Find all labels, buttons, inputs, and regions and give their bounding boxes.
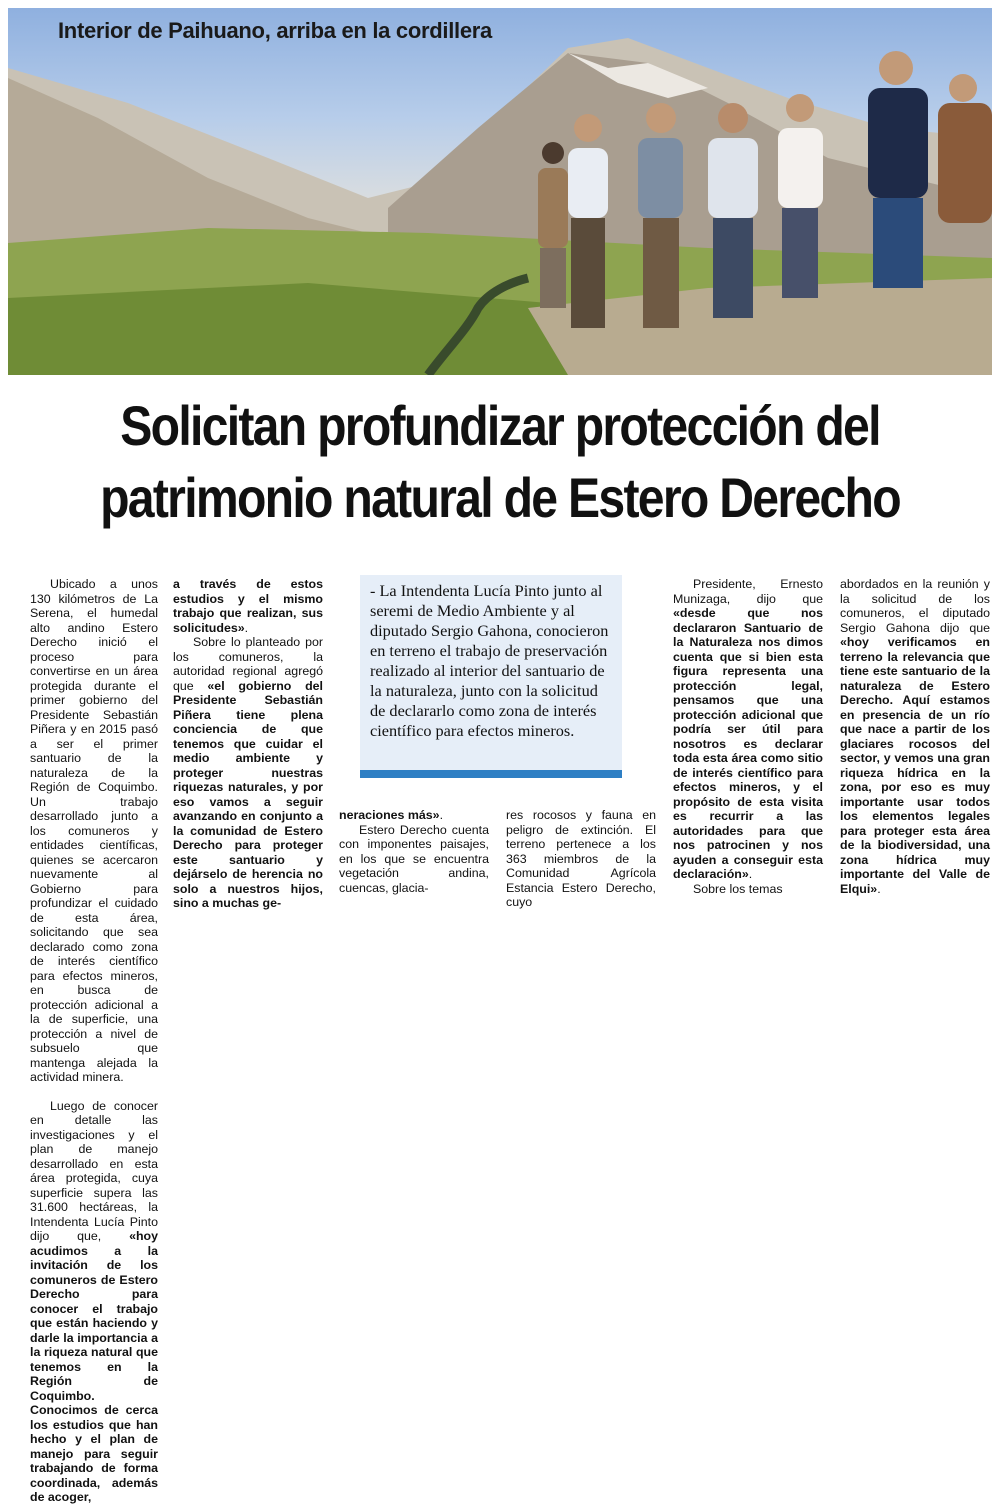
col3-p1-quote: neraciones más»	[339, 808, 440, 822]
col5-paragraph-1	[673, 577, 823, 882]
article-photo	[8, 8, 992, 375]
col6-p1-end: .	[877, 881, 881, 896]
article-column-6	[840, 577, 990, 896]
lead-summary-text: - La Intendenta Lucía Pinto junto al seremi de Medio Ambiente y al diputado Sergio Gahona, conocieron en terreno el trabajo de preservación realizado al interior del santuario de la naturaleza, junto con la solicitud de declararlo como zona de interés científico para efectos mineros.	[370, 581, 609, 740]
col6-paragraph-1	[840, 577, 990, 896]
col1-p2-quote: «hoy acudimos a la invitación de los comuneros de Estero Derecho para conocer el trabajo que están haciendo y darle la importancia a la riqueza natural que tenemos en la Región de Coquimbo. Conocimos de cerca los estudios que han hecho y el plan de manejo para seguir trabajando de forma coordinada, además de acoger,	[30, 1229, 158, 1504]
mountain-photo-icon	[8, 8, 992, 375]
headline-line-1: Solicitan profundizar protección del	[120, 394, 880, 457]
article-column-3	[339, 808, 489, 895]
col2-p2-quote: «el gobierno del Presidente Sebastián Piñera tiene plena conciencia de que tenemos que cuidar el medio ambiente y proteger nuestras riquezas naturales, y por eso vamos a seguir avanzando en conjunto a la comunidad de Estero Derecho para proteger este santuario y dejárselo de herencia no solo a nuestros hijos, sino a muchas ge-	[173, 678, 323, 910]
col5-paragraph-2: Sobre los temas	[693, 881, 783, 896]
col2-p2-text: Sobre lo planteado por los comuneros, la autoridad regional agregó que	[173, 635, 323, 693]
article-column-2	[173, 577, 323, 911]
headline-line-2: patrimonio natural de Estero Derecho	[100, 466, 900, 529]
col2-p1-end: .	[244, 620, 249, 635]
col2-paragraph-2	[173, 635, 323, 911]
photo-caption: Interior de Paihuano, arriba en la cordillera	[58, 18, 492, 43]
col6-p1-quote: «hoy verificamos en terreno la relevancia que tiene este santuario de la naturaleza de Estero Derecho. Aquí estamos en presencia de un río que nace a partir de los glaciares rocosos del sector, y vemos una gran riqueza hídrica en la zona, por eso es muy importante usar todos los elementos legales para proteger esta área de la biodiversidad, una zona hídrica muy importante del Valle de Elqui»	[840, 635, 990, 896]
col1-paragraph-1: Ubicado a unos 130 kilómetros de La Serena, el humedal alto andino Estero Derecho inició el proceso para convertirse en un área protegida durante el primer gobierno del Presidente Sebastián Piñera y en 2015 pasó a ser el primer santuario de la naturaleza de la Región de Coquimbo. Un trabajo desarrollado junto a los comuneros y entidades científicas, quienes se acercaron nuevamente al Gobierno para profundizar el cuidado de esta área, solicitando que sea declarado como zona de interés científico para efectos mineros, en busca de protección adicional a la de superficie, una protección a nivel de subsuelo que mantenga alejada la actividad minera.	[30, 577, 158, 1084]
col2-paragraph-1	[173, 577, 323, 635]
col4-paragraph-1: res rocosos y fauna en peligro de extinción. El terreno pertenece a los 363 miembros de la Comunidad Agrícola Estancia Estero Derecho, cuyo	[506, 808, 656, 909]
article-headline	[70, 390, 930, 534]
col1-paragraph-2	[30, 1099, 158, 1505]
col6-p1-text: abordados en la reunión y la solicitud de los comuneros, el diputado Sergio Gahona dijo que	[840, 577, 990, 635]
col5-p1-end: .	[748, 867, 753, 881]
col5-p1-quote: «desde que nos declararon Santuario de la Naturaleza nos dimos cuenta que si bien esta figura representa una protección legal, pensamos que una protección adicional que podría ser útil para nosotros es declarar toda esta área como sitio de interés científico para efectos mineros, y el propósito de esta visita es recurrir a las autoridades para que nos patrocinen y nos ayuden a conseguir esta declaración»	[673, 606, 823, 881]
lead-summary-box	[360, 575, 622, 778]
article-column-1	[30, 577, 158, 1505]
col3-paragraph-2: Estero Derecho cuenta con imponentes paisajes, en los que se encuentra vegetación andina, cuencas, glacia-	[339, 822, 489, 895]
col3-paragraph-1	[339, 808, 489, 823]
col2-p1-quote: a través de estos estudios y el mismo trabajo que realizan, sus solicitudes»	[173, 577, 323, 635]
article-column-4	[506, 808, 656, 910]
col3-p1-end: .	[439, 808, 444, 822]
article-column-5	[673, 577, 823, 896]
col1-p2-text: Luego de conocer en detalle las investigaciones y el plan de manejo desarrollado en esta área protegida, cuya superficie supera las 31.600 hectáreas, la Intendenta Lucía Pinto dijo que,	[30, 1098, 158, 1243]
col5-p1-text: Presidente, Ernesto Munizaga, dijo que	[673, 577, 823, 606]
